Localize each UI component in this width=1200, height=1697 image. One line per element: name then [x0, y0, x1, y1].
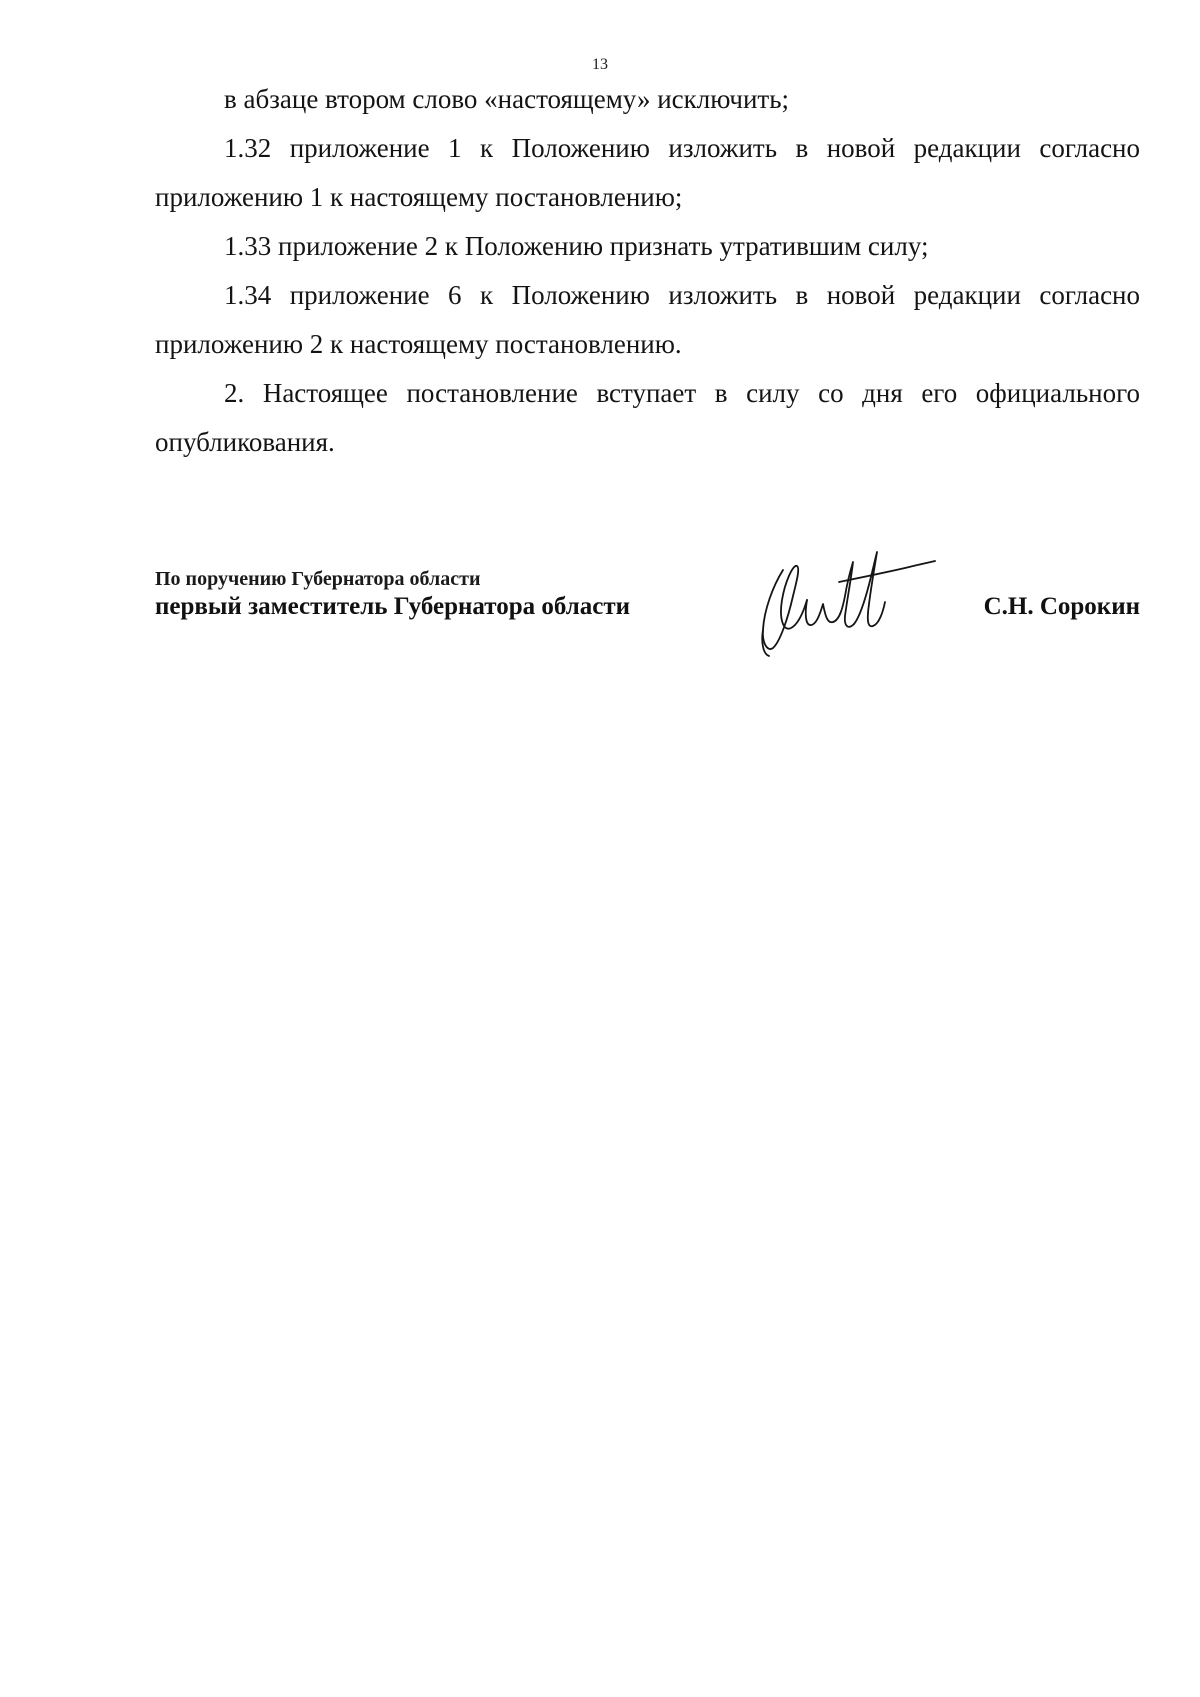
- signature-block: [155, 566, 1140, 686]
- paragraph-item-1-34: 1.34 приложение 6 к Положению изложить в новой редакции согласно приложению 2 к настоящему постановлению.: [155, 280, 1140, 359]
- paragraph-item-1-33: 1.33 приложение 2 к Положению признать утратившим силу;: [224, 231, 929, 261]
- paragraph-paragraph-two-edit: в абзаце втором слово «настоящему» исключить;: [224, 84, 790, 114]
- signature-stroke-loop: [763, 566, 807, 649]
- paragraph-item-1-32: 1.32 приложение 1 к Положению изложить в новой редакции согласно приложению 1 к настоящему постановлению;: [155, 133, 1140, 212]
- handwritten-signature: [755, 548, 955, 658]
- signer-name: С.Н. Сорокин: [983, 593, 1140, 620]
- paragraph-item-2-effective-date: 2. Настоящее постановление вступает в силу со дня его официального опубликования.: [155, 378, 1140, 457]
- signature-stroke-lower: [762, 630, 769, 656]
- signature-stroke-tall: [854, 552, 885, 626]
- signer-position: первый заместитель Губернатора области: [155, 593, 631, 620]
- signature-stroke-middle: [806, 562, 854, 627]
- page-number: 13: [592, 56, 608, 73]
- document-body: [155, 75, 1140, 467]
- by-order-line: По поручению Губернатора области: [155, 568, 481, 590]
